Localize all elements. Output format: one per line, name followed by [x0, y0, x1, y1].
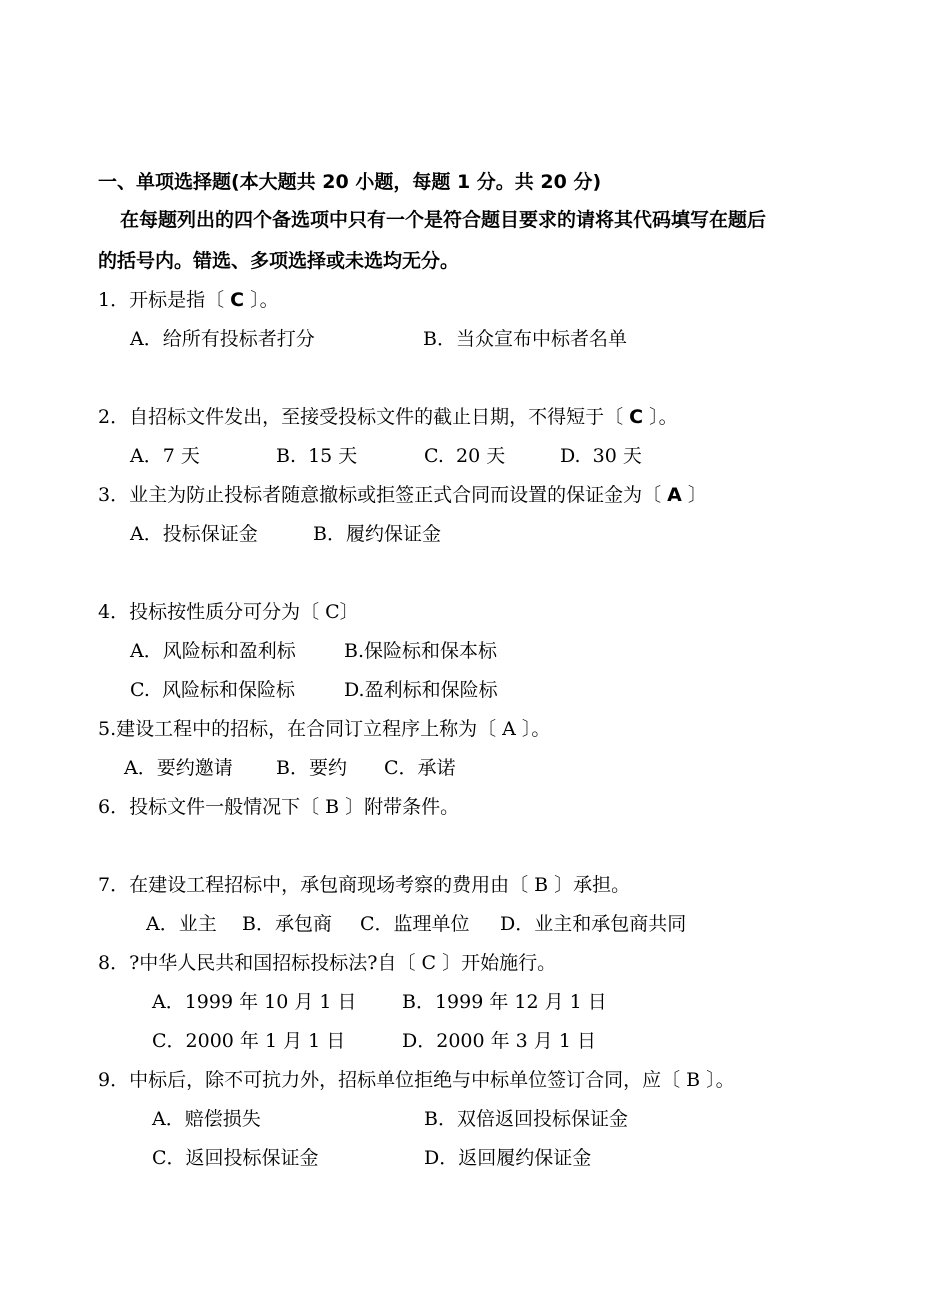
question-7-option-a: A．业主 — [146, 913, 217, 935]
question-1-stem — [98, 288, 279, 312]
question-5-stem: 5.建设工程中的招标，在合同订立程序上称为〔 A 〕。 — [98, 718, 551, 740]
question-2-option-c: C. 20 天 — [424, 445, 506, 467]
question-3-answer: A — [667, 484, 682, 506]
question-9-option-a: A．赔偿损失 — [152, 1108, 261, 1130]
question-7-option-b: B．承包商 — [242, 913, 332, 935]
question-8-option-b: B．1999 年 12 月 1 日 — [402, 991, 607, 1013]
question-3-text: 3．业主为防止投标者随意撤标或拒签正式合同而设置的保证金为〔 — [98, 484, 668, 506]
question-1-option-b: B．当众宣布中标者名单 — [423, 328, 627, 350]
question-1-text: 1．开标是指〔 — [98, 289, 231, 311]
question-7-option-d: D．业主和承包商共同 — [500, 913, 687, 935]
question-6-stem: 6．投标文件一般情况下〔 B 〕附带条件。 — [98, 796, 460, 818]
question-1-text-end: 〕。 — [244, 289, 279, 311]
question-4-option-c: C. 风险标和保险标 — [130, 679, 295, 701]
question-3-option-b: B．履约保证金 — [313, 523, 441, 545]
question-2-option-b: B. 15 天 — [276, 445, 358, 467]
section-heading: 一、单项选择题(本大题共 20 小题，每题 1 分。共 20 分) — [98, 171, 602, 193]
question-4-option-a: A．风险标和盈利标 — [130, 640, 296, 662]
question-9-option-b: B．双倍返回投标保证金 — [424, 1108, 628, 1130]
question-7-option-c: C．监理单位 — [360, 913, 470, 935]
question-3-option-a: A．投标保证金 — [130, 523, 258, 545]
question-8-option-a: A．1999 年 10 月 1 日 — [152, 991, 357, 1013]
question-5-option-c: C．承诺 — [384, 757, 456, 779]
question-9-option-d: D．返回履约保证金 — [424, 1147, 592, 1169]
instruction-line-2: 的括号内。错选、多项选择或未选均无分。 — [98, 250, 460, 272]
question-2-stem — [98, 405, 678, 429]
question-8-option-c: C．2000 年 1 月 1 日 — [152, 1030, 346, 1052]
question-2-text: 2．自招标文件发出，至接受投标文件的截止日期，不得短于〔 — [98, 406, 630, 428]
question-4-stem: 4．投标按性质分可分为〔 C〕 — [98, 601, 359, 623]
question-4-option-b: B.保险标和保本标 — [344, 640, 498, 662]
question-9-option-c: C．返回投标保证金 — [152, 1147, 319, 1169]
question-7-stem: 7．在建设工程招标中，承包商现场考察的费用由〔 B 〕承担。 — [98, 874, 631, 896]
question-3-text-end: 〕 — [681, 484, 707, 506]
question-8-option-d: D．2000 年 3 月 1 日 — [402, 1030, 596, 1052]
question-2-answer: C — [629, 406, 644, 428]
question-3-stem — [98, 483, 707, 507]
question-2-option-a: A．7 天 — [130, 445, 200, 467]
question-4-option-d: D.盈利标和保险标 — [344, 679, 498, 701]
question-2-option-d: D. 30 天 — [560, 445, 642, 467]
question-5-option-b: B．要约 — [276, 757, 347, 779]
question-5-option-a: A．要约邀请 — [124, 757, 233, 779]
question-9-stem: 9．中标后，除不可抗力外，招标单位拒绝与中标单位签订合同，应〔 B 〕。 — [98, 1069, 735, 1091]
question-8-stem: 8．?中华人民共和国招标投标法?自〔 C 〕开始施行。 — [98, 952, 557, 974]
instruction-line-1: 在每题列出的四个备选项中只有一个是符合题目要求的请将其代码填写在题后 — [120, 209, 767, 231]
question-2-text-end: 〕。 — [643, 406, 678, 428]
question-1-option-a: A．给所有投标者打分 — [130, 328, 315, 350]
question-1-answer: C — [230, 289, 245, 311]
